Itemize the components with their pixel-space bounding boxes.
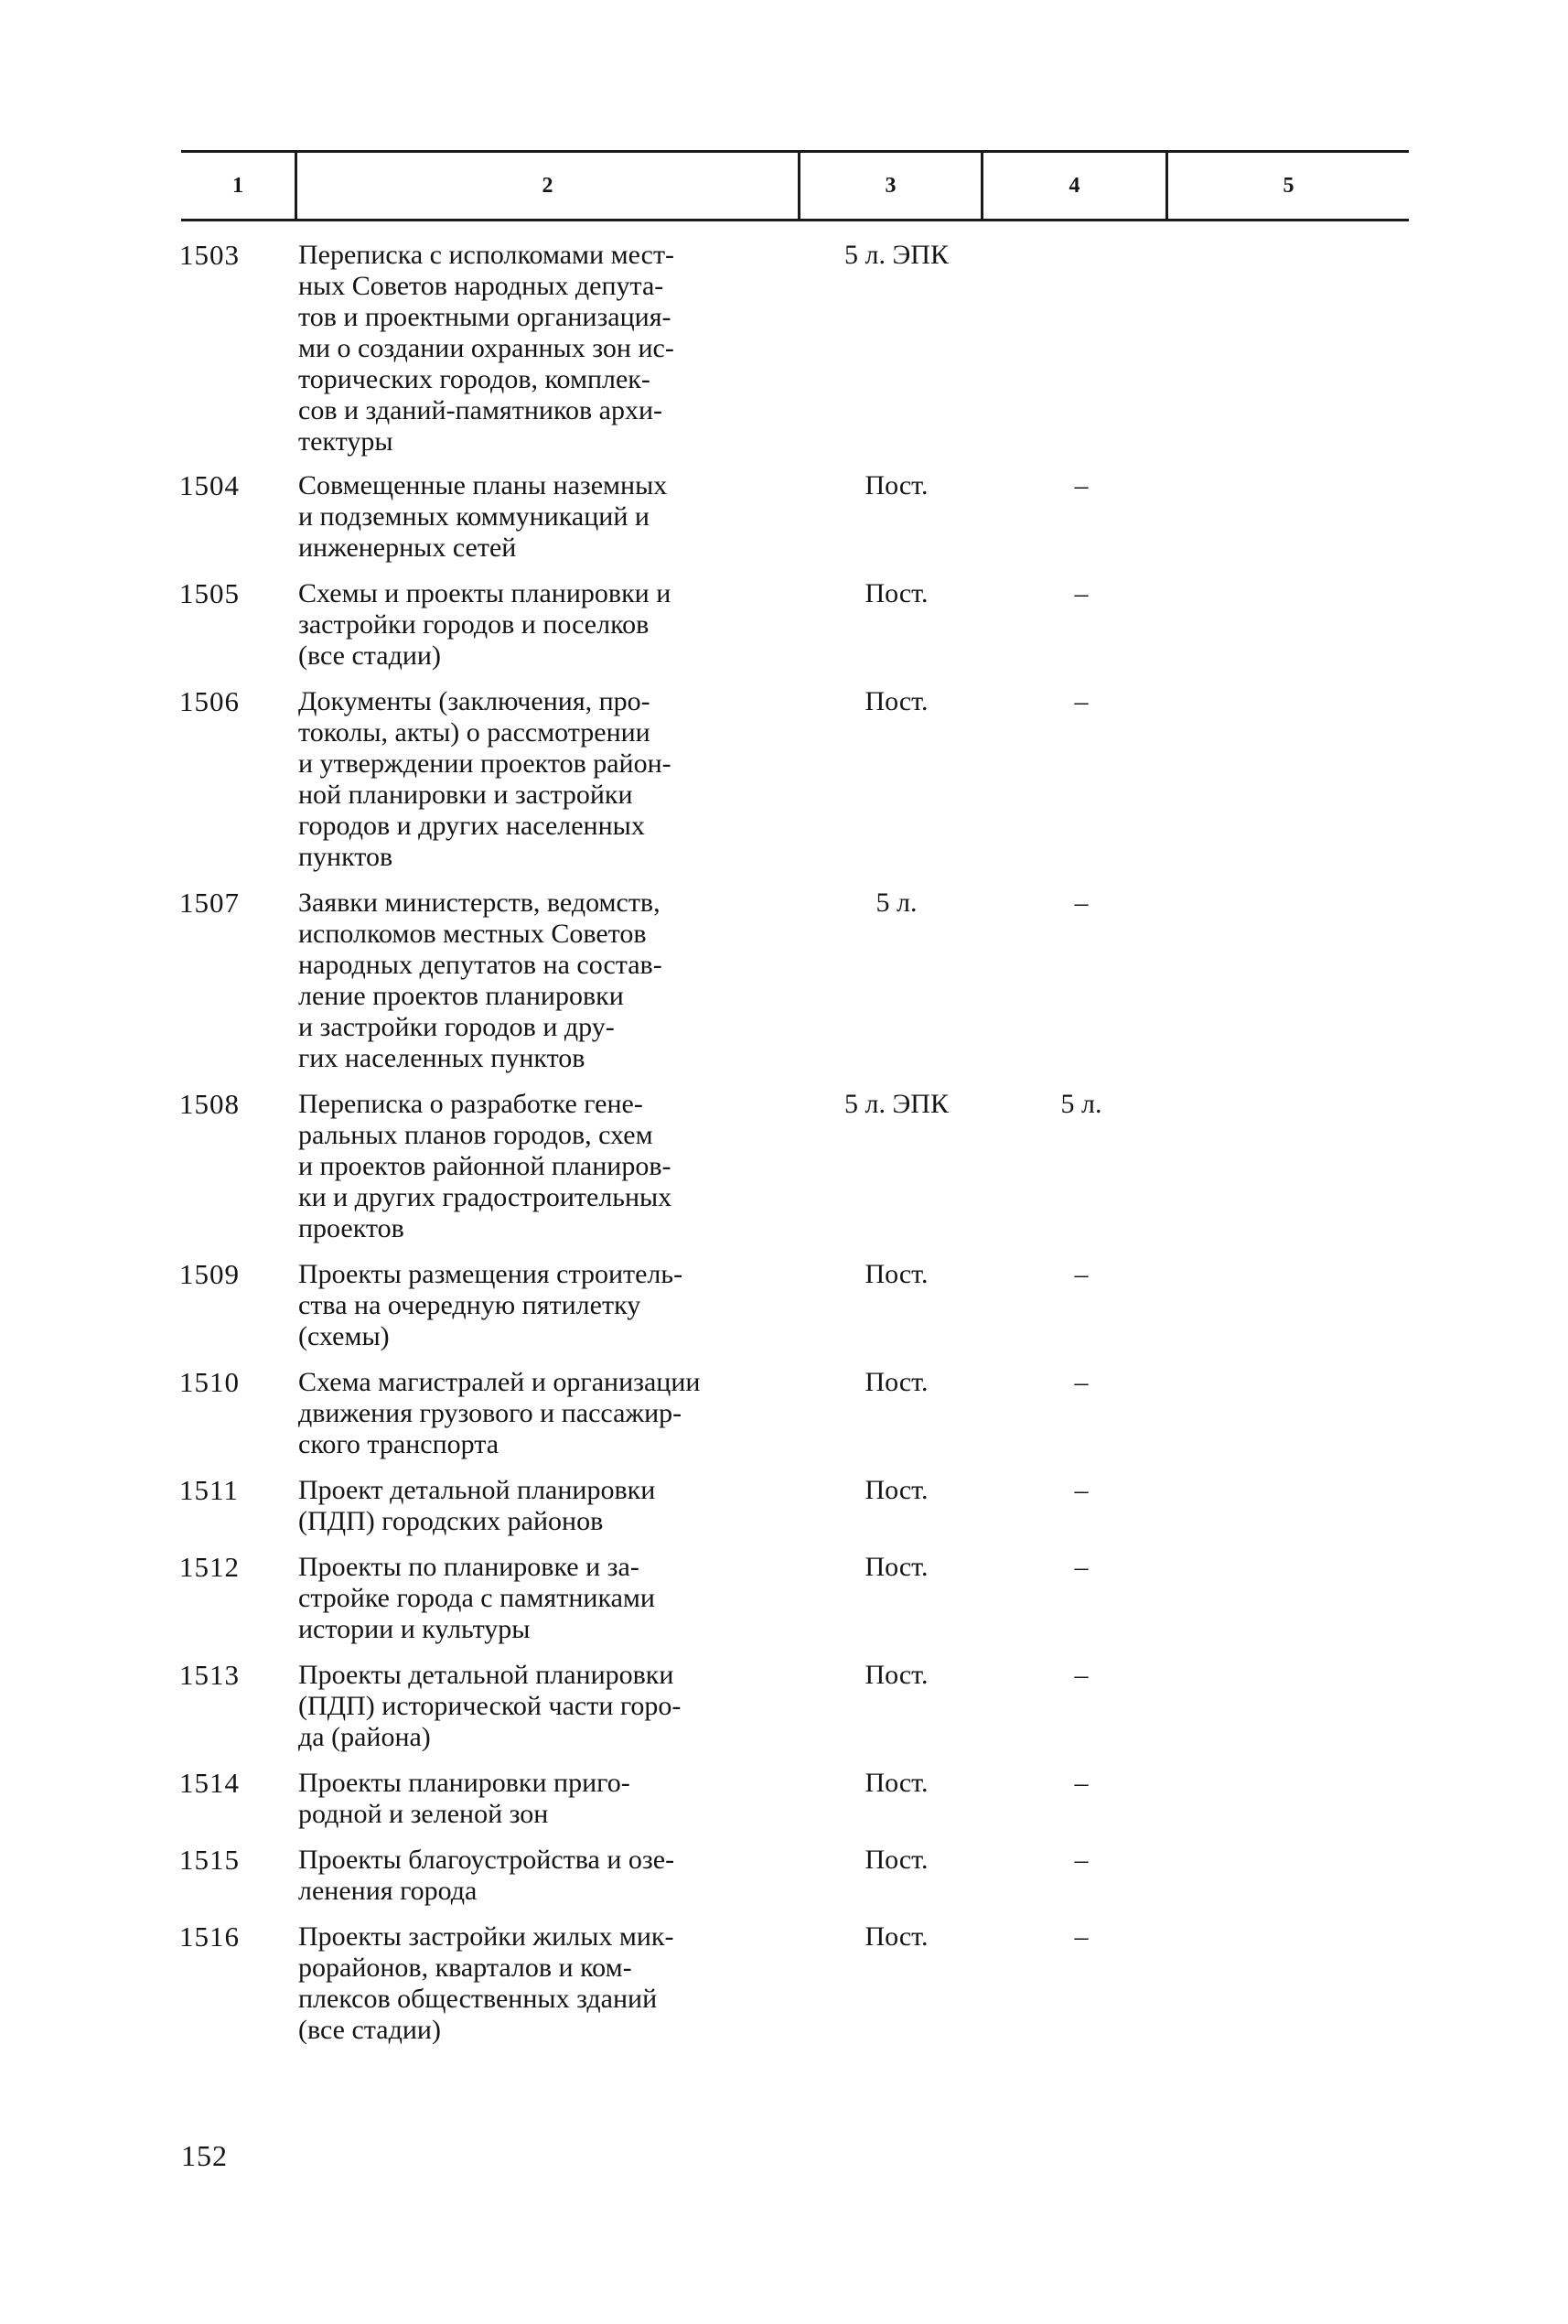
article-number: 1505 xyxy=(179,577,240,609)
retention-period-col4: – xyxy=(1074,1845,1089,1875)
retention-period-col4: – xyxy=(1074,578,1089,608)
retention-period: Пост. xyxy=(865,470,929,500)
header-col-2: 2 xyxy=(542,174,553,198)
article-description: Проекты детальной планировки (ПДП) исторической части горо- да (района) xyxy=(298,1660,682,1752)
article-number: 1513 xyxy=(179,1659,240,1691)
retention-period-col4: – xyxy=(1074,1259,1089,1289)
retention-period: 5 л. xyxy=(875,888,918,918)
article-description: Проекты застройки жилых мик- рорайонов, кварталов и ком- плексов общественных зданий (все стадии) xyxy=(298,1921,674,2045)
retention-period: Пост. xyxy=(865,1845,929,1875)
retention-period-col4: – xyxy=(1074,1768,1089,1798)
header-col-5: 5 xyxy=(1283,174,1294,198)
retention-period-col4: – xyxy=(1074,888,1089,918)
header-top-rule xyxy=(181,150,1409,153)
retention-period: 5 л. ЭПК xyxy=(844,240,949,270)
article-number: 1507 xyxy=(179,887,240,919)
retention-period-col4: – xyxy=(1074,1367,1089,1397)
article-description: Схема магистралей и организации движения грузового и пассажир- ского транспорта xyxy=(298,1367,701,1459)
article-description: Документы (заключения, про- токолы, акты) о рассмотрении и утверждении проектов район- ной планировки и застройки городов и других населенных пунктов xyxy=(298,686,671,872)
article-number: 1504 xyxy=(179,469,240,501)
article-number: 1516 xyxy=(179,1921,240,1953)
retention-period: Пост. xyxy=(865,1921,929,1952)
retention-period: Пост. xyxy=(865,1552,929,1582)
retention-period: Пост. xyxy=(865,1660,929,1690)
header-col-1: 1 xyxy=(232,174,243,198)
article-number: 1511 xyxy=(179,1474,239,1506)
page-number: 152 xyxy=(181,2139,228,2172)
retention-period-col4: – xyxy=(1074,470,1089,500)
article-description: Проекты благоустройства и озе- ленения города xyxy=(298,1845,675,1906)
article-description: Переписка о разработке гене- ральных планов городов, схем и проектов районной планиров- ки и других градостроительных проектов xyxy=(298,1089,672,1243)
retention-period-col4: – xyxy=(1074,1475,1089,1505)
article-number: 1515 xyxy=(179,1844,240,1876)
article-number: 1510 xyxy=(179,1366,240,1398)
retention-period-col4: – xyxy=(1074,1552,1089,1582)
retention-period: 5 л. ЭПК xyxy=(844,1089,949,1119)
article-description: Проекты по планировке и за- стройке города с памятниками истории и культуры xyxy=(298,1552,655,1644)
article-number: 1509 xyxy=(179,1258,240,1290)
article-number: 1512 xyxy=(179,1551,240,1583)
retention-period: Пост. xyxy=(865,1367,929,1397)
retention-period: Пост. xyxy=(865,1475,929,1505)
article-description: Проект детальной планировки (ПДП) городских районов xyxy=(298,1475,656,1536)
article-number: 1506 xyxy=(179,685,240,717)
retention-period: Пост. xyxy=(865,686,929,716)
article-description: Проекты размещения строитель- ства на очередную пятилетку (схемы) xyxy=(298,1259,683,1351)
article-description: Переписка с исполкомами мест- ных Советов народных депута- тов и проектными организация- ми о создании охранных зон ис- торических городов, комплек- сов и зданий-памятников архи- тектуры xyxy=(298,240,675,457)
retention-period-col4: 5 л. xyxy=(1060,1089,1102,1119)
retention-period-col4: – xyxy=(1074,686,1089,716)
retention-period-col4: – xyxy=(1074,1660,1089,1690)
retention-period: Пост. xyxy=(865,1259,929,1289)
header-bottom-rule xyxy=(181,219,1409,221)
article-description: Совмещенные планы наземных и подземных коммуникаций и инженерных сетей xyxy=(298,470,668,563)
header-col-3: 3 xyxy=(885,174,897,198)
retention-period-col4: – xyxy=(1074,1921,1089,1952)
article-number: 1508 xyxy=(179,1088,240,1120)
article-description: Заявки министерств, ведомств, исполкомов местных Советов народных депутатов на состав- ление проектов планировки и застройки городов и дру- гих населенных пунктов xyxy=(298,888,662,1073)
article-number: 1514 xyxy=(179,1767,240,1799)
retention-period: Пост. xyxy=(865,1768,929,1798)
header-col-4: 4 xyxy=(1069,174,1080,198)
retention-period: Пост. xyxy=(865,578,929,608)
article-description: Проекты планировки приго- родной и зеленой зон xyxy=(298,1768,630,1829)
table-header xyxy=(181,150,1409,221)
article-number: 1503 xyxy=(179,239,240,271)
article-description: Схемы и проекты планировки и застройки городов и поселков (все стадии) xyxy=(298,578,671,671)
